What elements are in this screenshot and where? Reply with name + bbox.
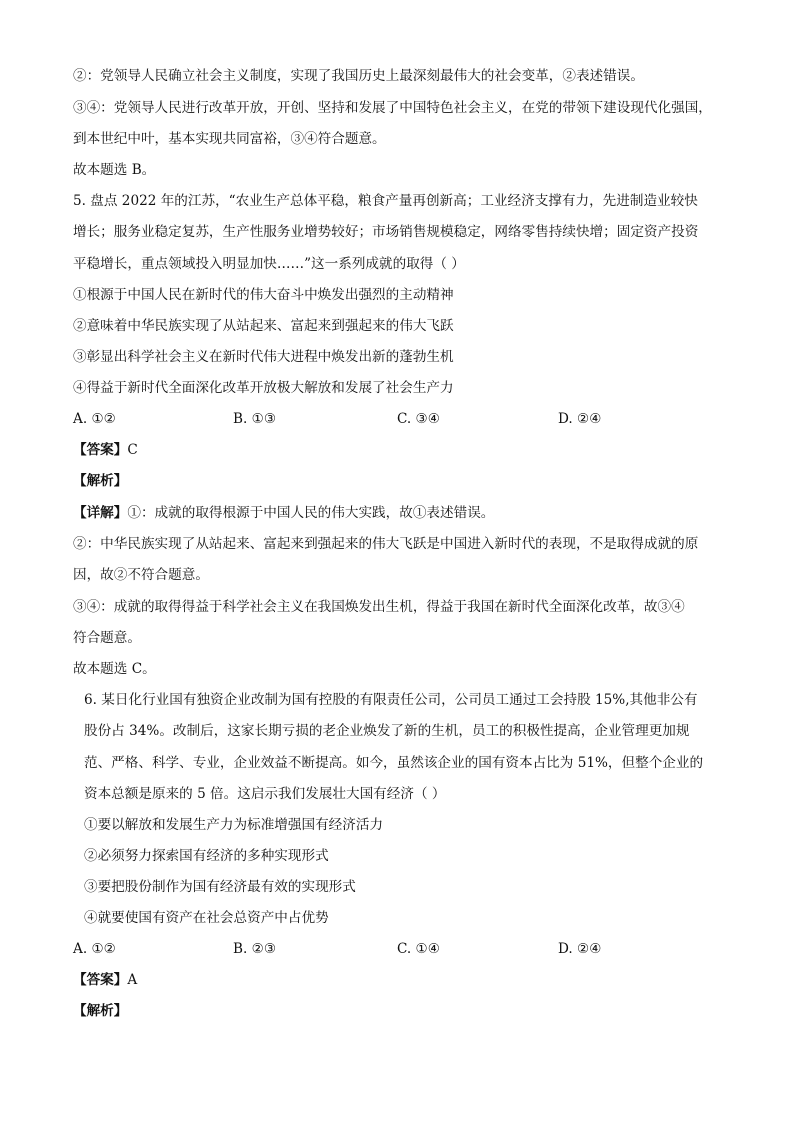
prev-conclusion: 故本题选 B。	[73, 162, 156, 178]
q5-conclusion: 故本题选 C。	[73, 661, 156, 677]
answer-value: A	[127, 972, 138, 988]
q5-detail-2b: 因，故②不符合题意。	[73, 567, 209, 583]
q5-option-a: A. ①②	[73, 411, 116, 427]
q6-analysis-tag: 【解析】	[73, 1003, 128, 1019]
q5-stem-line-3: 平稳增长，重点领域投入明显加快……”这一系列成就的取得（ ）	[73, 256, 465, 272]
answer-tag: 【答案】	[73, 442, 128, 458]
q5-answer	[73, 440, 138, 460]
q6-stem-line-2: 股份占 34%。改制后，这家长期亏损的老企业焕发了新的生机，员工的积极性提高，企业管理更加规	[84, 723, 690, 739]
q6-stem-line-3: 范、严格、科学、专业，企业效益不断提高。如今，虽然该企业的国有资本占比为 51%，但整个企业的	[84, 755, 704, 771]
q6-item-2: ②必须努力探索国有经济的多种实现形式	[84, 848, 329, 864]
q6-option-a: A. ①②	[73, 941, 116, 957]
q6-answer	[73, 970, 137, 990]
q5-detail-3b: 符合题意。	[73, 630, 141, 646]
q5-item-1: ①根源于中国人民在新时代的伟大奋斗中焕发出强烈的主动精神	[73, 287, 454, 303]
q5-item-2: ②意味着中华民族实现了从站起来、富起来到强起来的伟大飞跃	[73, 318, 454, 334]
q5-detail-2a: ②：中华民族实现了从站起来、富起来到强起来的伟大飞跃是中国进入新时代的表现，不是取得成就的原	[73, 536, 699, 552]
prev-explanation-line-2: ③④：党领导人民进行改革开放，开创、坚持和发展了中国特色社会主义，在党的带领下建设现代化强国，	[73, 100, 712, 116]
q5-option-b: B. ①③	[233, 411, 277, 427]
q5-item-3: ③彰显出科学社会主义在新时代伟大进程中焕发出新的蓬勃生机	[73, 349, 454, 365]
q6-stem-line-1: 6. 某日化行业国有独资企业改制为国有控股的有限责任公司，公司员工通过工会持股 15%,其他非公有	[84, 692, 698, 708]
q5-detail-3a: ③④：成就的取得得益于科学社会主义在我国焕发出生机，得益于我国在新时代全面深化改革，故③④	[73, 599, 685, 615]
answer-value: C	[127, 442, 138, 458]
detail-text: ①：成就的取得根源于中国人民的伟大实践，故①表述错误。	[127, 505, 495, 521]
q5-item-4: ④得益于新时代全面深化改革开放极大解放和发展了社会生产力	[73, 380, 454, 396]
q5-stem-line-1: 5. 盘点 2022 年的江苏，“农业生产总体平稳，粮食产量再创新高；工业经济支撑有力，先进制造业较快	[73, 193, 698, 209]
prev-explanation-line-3: 到本世纪中叶，基本实现共同富裕，③④符合题意。	[73, 131, 386, 147]
detail-tag: 【详解】	[73, 505, 128, 521]
q6-option-c: C. ①④	[397, 941, 440, 957]
q5-option-c: C. ③④	[397, 411, 440, 427]
q5-detail-1	[73, 503, 494, 523]
q6-option-b: B. ②③	[233, 941, 277, 957]
q6-item-1: ①要以解放和发展生产力为标准增强国有经济活力	[84, 817, 384, 833]
q5-analysis-tag: 【解析】	[73, 473, 128, 489]
q5-option-d: D. ②④	[558, 411, 602, 427]
q5-stem-line-2: 增长；服务业稳定复苏，生产性服务业增势较好；市场销售规模稳定，网络零售持续快增；固定资产投资	[73, 224, 699, 240]
q6-item-3: ③要把股份制作为国有经济最有效的实现形式	[84, 879, 356, 895]
q6-option-d: D. ②④	[558, 941, 602, 957]
q6-item-4: ④就要使国有资产在社会总资产中占优势	[84, 910, 329, 926]
q6-stem-line-4: 资本总额是原来的 5 倍。这启示我们发展壮大国有经济（ ）	[84, 786, 446, 802]
prev-explanation-line-1: ②：党领导人民确立社会主义制度，实现了我国历史上最深刻最伟大的社会变革，②表述错误。	[73, 68, 644, 84]
answer-tag: 【答案】	[73, 972, 128, 988]
